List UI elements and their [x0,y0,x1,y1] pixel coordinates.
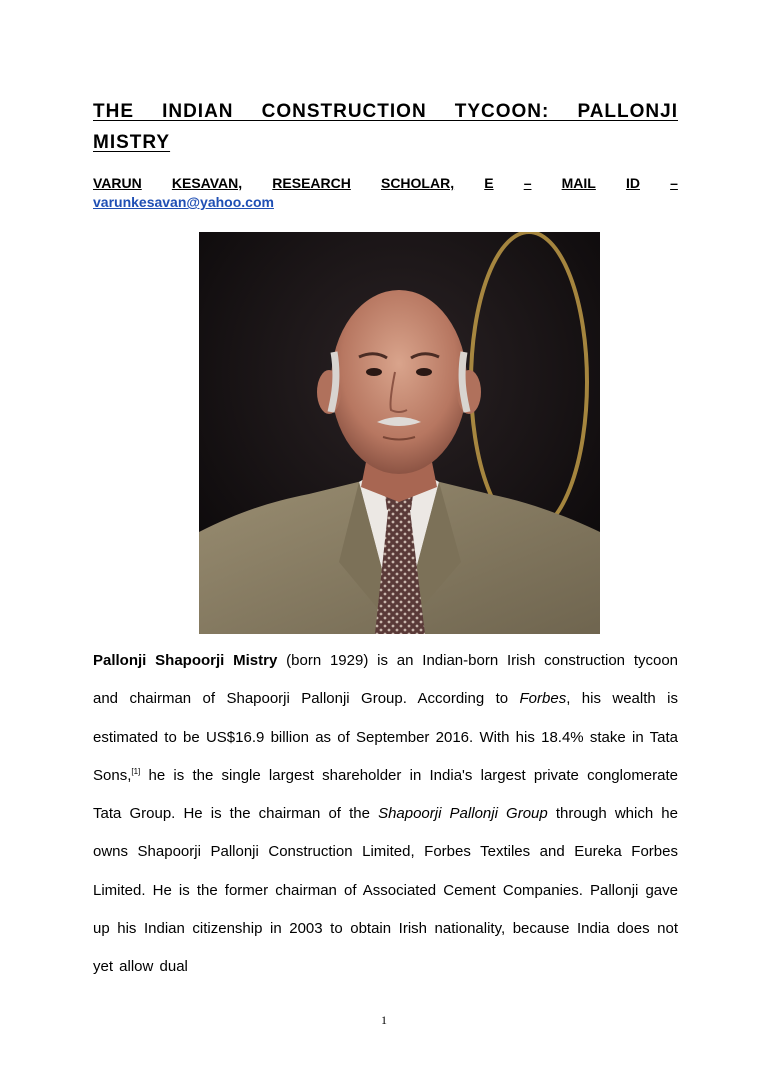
author-word: MAIL [561,175,596,191]
paragraph-text: he is the single largest shareholder in India's largest private conglomerate Tata Group. He is the chairman of the [93,766,678,823]
author-word: – [523,175,532,191]
author-email-link[interactable]: varunkesavan@yahoo.com [93,194,274,210]
group-name: Shapoorji Pallonji Group [378,805,548,823]
author-line [93,175,678,193]
footnote-link[interactable]: [1] [131,766,141,776]
author-word: ID [625,175,640,191]
document-title: THE INDIAN CONSTRUCTION TYCOON: PALLONJI MISTRY [93,101,678,153]
author-word: – [670,175,678,191]
author-word: SCHOLAR, [380,175,455,191]
portrait-photo [199,232,600,634]
forbes-reference: Forbes [519,690,567,708]
page-number: 1 [381,1013,387,1027]
author-word: E [484,175,494,191]
subject-name: Pallonji Shapoorji Mistry [93,652,278,669]
paragraph-text: through which he owns Shapoorji Pallonji Construction Limited, Forbes Textiles and Eureka Forbes Limited. He is the former chairman of Associated Cement Companies. Pallonji gave up his Indian citizenship in 2003 to obtain Irish nationality, because India does not yet allow dual [93,805,678,976]
author-word: KESAVAN, [171,175,243,191]
author-word: RESEARCH [272,175,351,191]
author-word: VARUN [93,175,142,191]
biography-paragraph [93,642,678,987]
paragraph-text: (born 1929) is an Indian-born Irish construction tycoon and chairman of Shapoorji Pallonji Group. According to [93,652,679,708]
paragraph-text: , his wealth is estimated to be US$16.9 billion as of September 2016. With his 18.4% stake in Tata Sons, [93,690,678,784]
